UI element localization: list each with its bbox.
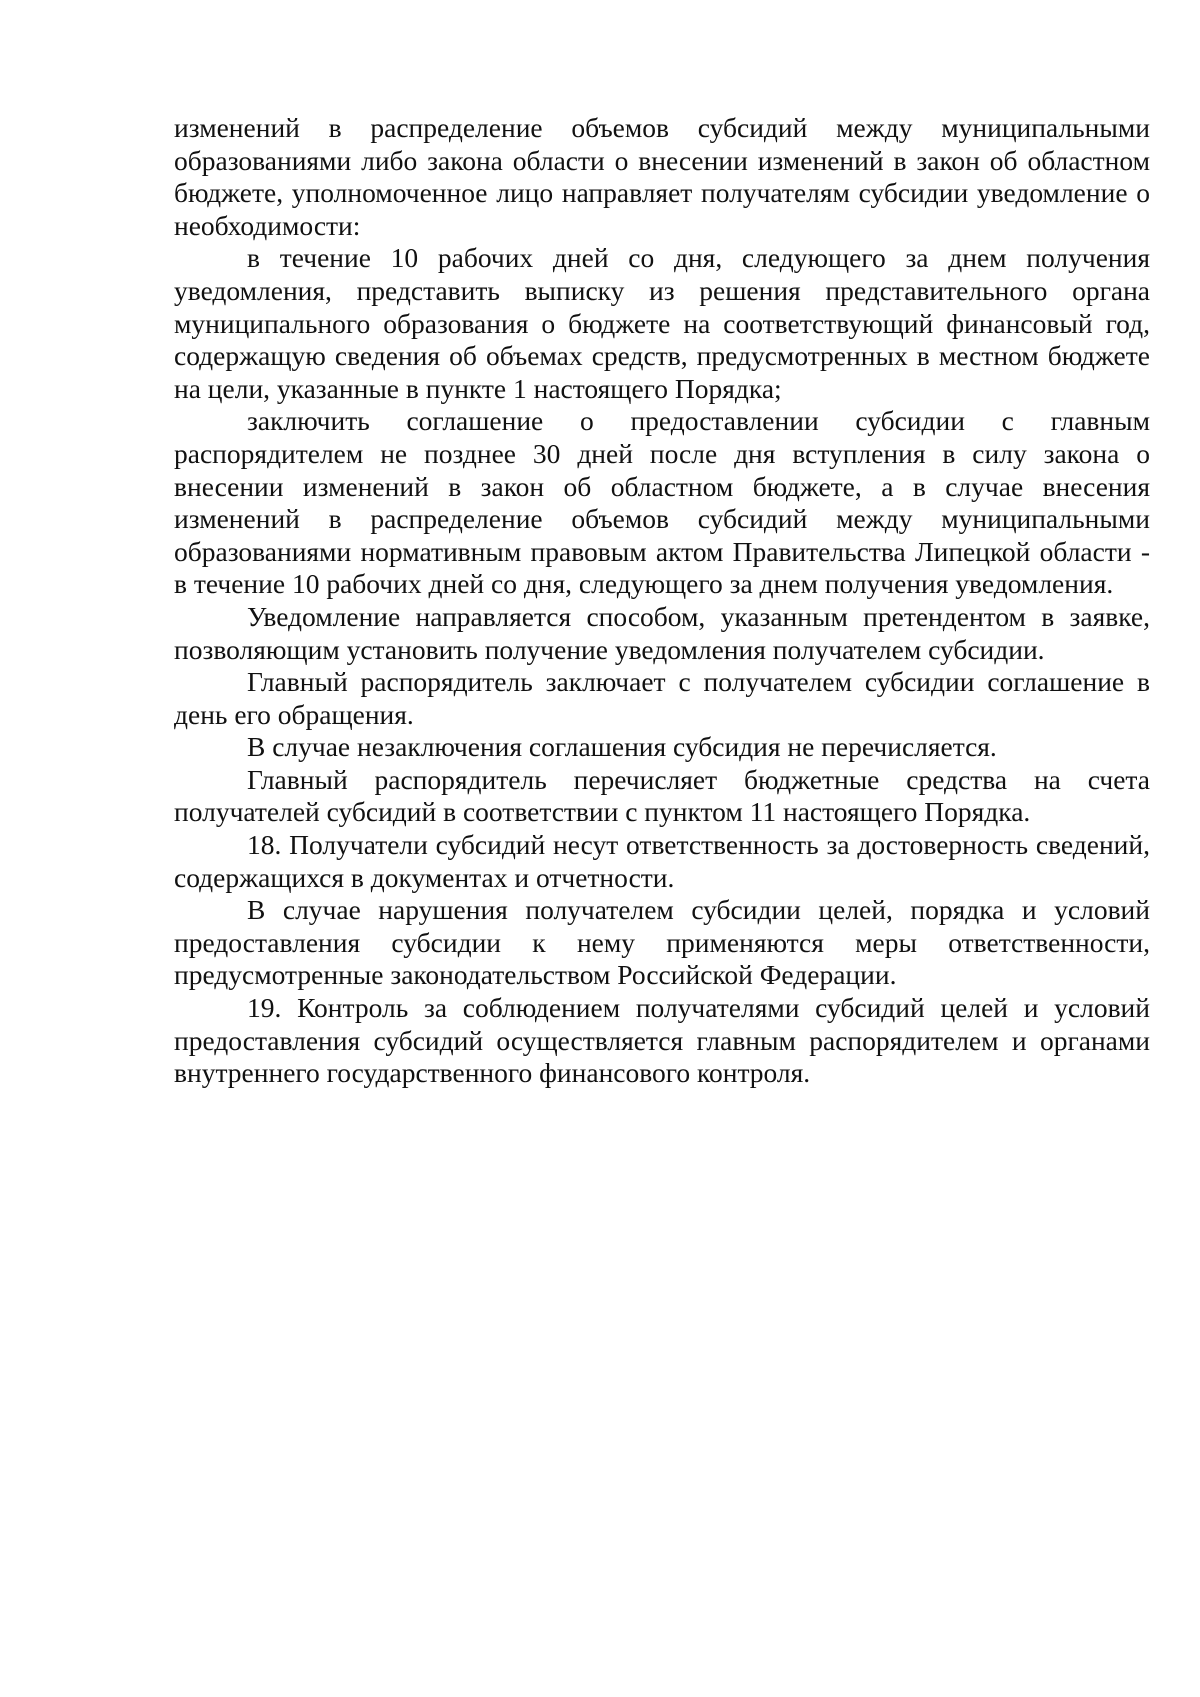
paragraph-item-18: 18. Получатели субсидий несут ответственность за достоверность сведений, содержащихся в документах и отчетности. (174, 829, 1150, 893)
paragraph-agreement-day: Главный распорядитель заключает с получателем субсидии соглашение в день его обращения. (174, 666, 1150, 730)
paragraph-violation-measures: В случае нарушения получателем субсидии целей, порядка и условий предоставления субсидии к нему применяются меры ответственности, предусмотренные законодательством Российской Федерации. (174, 894, 1150, 991)
paragraph-extract-requirement: в течение 10 рабочих дней со дня, следующего за днем получения уведомления, представить выписку из решения представительного органа муниципального образования о бюджете на соответствующий финансовый год, содержащую сведения об объемах средств, предусмотренных в местном бюджете на цели, указанные в пункте 1 настоящего Порядка; (174, 242, 1150, 404)
paragraph-item-19: 19. Контроль за соблюдением получателями субсидий целей и условий предоставления субсидий осуществляется главным распорядителем и органами внутреннего государственного финансового контроля. (174, 992, 1150, 1089)
paragraph-notification-method: Уведомление направляется способом, указанным претендентом в заявке, позволяющим установить получение уведомления получателем субсидии. (174, 600, 1150, 665)
document-page (174, 112, 1150, 1090)
paragraph-agreement-requirement: заключить соглашение о предоставлении субсидии с главным распорядителем не позднее 30 дней после дня вступления в силу закона о внесении изменений в закон об областном бюджете, а в случае внесения изменений в распределение объемов субсидий между муниципальными образованиями нормативным правовым актом Правительства Липецкой области - в течение 10 рабочих дней со дня, следующего за днем получения уведомления. (174, 405, 1150, 600)
paragraph-no-agreement: В случае незаключения соглашения субсидия не перечисляется. (247, 731, 997, 763)
paragraph-funds-transfer: Главный распорядитель перечисляет бюджетные средства на счета получателей субсидий в соответствии с пунктом 11 настоящего Порядка. (174, 763, 1150, 828)
paragraph-continuation: изменений в распределение объемов субсидий между муниципальными образованиями либо закона области о внесении изменений в закон об областном бюджете, уполномоченное лицо направляет получателям субсидии уведомление о необходимости: (174, 112, 1150, 241)
